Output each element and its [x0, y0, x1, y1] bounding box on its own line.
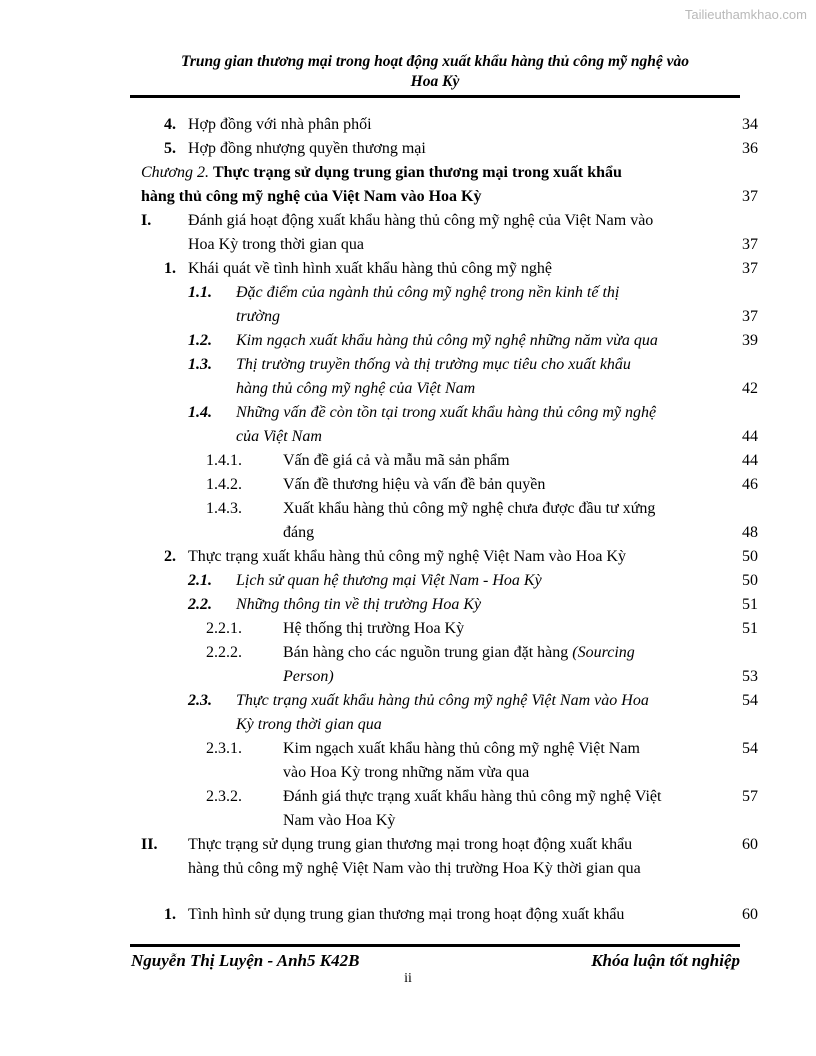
toc-number: 2. — [164, 548, 176, 565]
toc-page-number: 57 — [742, 788, 758, 805]
toc-number: II. — [141, 836, 158, 853]
toc-entry-text-line1 — [283, 641, 635, 665]
toc-entry-text: Hệ thống thị trường Hoa Kỳ — [283, 620, 465, 637]
toc-number: 2.3. — [188, 692, 212, 709]
toc-entry-text: Vấn đề thương hiệu và vấn đề bản quyền — [283, 476, 546, 493]
toc-chapter-heading — [141, 161, 622, 185]
header-title-line1: Trung gian thương mại trong hoạt động xuất khẩu hàng thủ công mỹ nghệ vào — [180, 53, 689, 70]
chapter-prefix: Chương 2. — [141, 164, 209, 181]
toc-number: 1.3. — [188, 356, 212, 373]
chapter-title-line2: hàng thủ công mỹ nghệ của Việt Nam vào Hoa Kỳ — [141, 188, 482, 205]
toc-number: 4. — [164, 116, 176, 133]
toc-entry-text-line2: hàng thủ công mỹ nghệ Việt Nam vào thị trường Hoa Kỳ thời gian qua — [188, 860, 641, 877]
toc-entry-text: Tình hình sử dụng trung gian thương mại trong hoạt động xuất khẩu — [188, 906, 625, 923]
toc-entry-text-line1: Thực trạng xuất khẩu hàng thủ công mỹ nghệ Việt Nam vào Hoa — [236, 692, 649, 709]
toc-entry-text: Kim ngạch xuất khẩu hàng thủ công mỹ nghệ những năm vừa qua — [236, 332, 658, 349]
toc-page-number: 54 — [742, 740, 758, 757]
toc-page-number: 51 — [742, 620, 758, 637]
toc-page-number: 44 — [742, 452, 758, 469]
toc-entry-text-line1: Những vấn đề còn tồn tại trong xuất khẩu hàng thủ công mỹ nghệ — [236, 404, 657, 421]
toc-page-number: 54 — [742, 692, 758, 709]
toc-entry-text-line2: Hoa Kỳ trong thời gian qua — [188, 236, 364, 253]
toc-entry-text: Những thông tin về thị trường Hoa Kỳ — [236, 596, 482, 613]
toc-entry-text: Lịch sử quan hệ thương mại Việt Nam - Hoa Kỳ — [236, 572, 542, 589]
toc-page-number: 60 — [742, 906, 758, 923]
toc-entry-text-line2: Nam vào Hoa Kỳ — [283, 812, 396, 829]
toc-number: 1.4.3. — [206, 500, 242, 517]
footer-divider — [130, 944, 740, 947]
toc-number: 2.3.2. — [206, 788, 242, 805]
toc-page-number: 37 — [742, 236, 758, 253]
toc-entry-text-line2: vào Hoa Kỳ trong những năm vừa qua — [283, 764, 530, 781]
toc-number: 2.2.2. — [206, 644, 242, 661]
toc-entry-text-italic: (Sourcing — [572, 644, 635, 661]
toc-page-number: 37 — [742, 260, 758, 277]
toc-entry-text: Khái quát về tình hình xuất khẩu hàng thủ công mỹ nghệ — [188, 260, 552, 277]
toc-page-number: 36 — [742, 140, 758, 157]
toc-page-number: 48 — [742, 524, 758, 541]
toc-entry-text-line2: Person) — [283, 668, 334, 685]
toc-page-number: 60 — [742, 836, 758, 853]
toc-page-number: 46 — [742, 476, 758, 493]
toc-page-number: 37 — [742, 308, 758, 325]
toc-number: 2.2.1. — [206, 620, 242, 637]
toc-number: 1.2. — [188, 332, 212, 349]
toc-number: 1. — [164, 906, 176, 923]
toc-page-number: 42 — [742, 380, 758, 397]
toc-number: 2.1. — [188, 572, 212, 589]
toc-entry-text-line2: trường — [236, 308, 280, 325]
toc-entry-text: Thực trạng xuất khẩu hàng thủ công mỹ nghệ Việt Nam vào Hoa Kỳ — [188, 548, 626, 565]
toc-entry-text-line2: của Việt Nam — [236, 428, 322, 445]
footer-document-type: Khóa luận tốt nghiệp — [591, 951, 740, 970]
chapter-title-line1: Thực trạng sử dụng trung gian thương mại trong xuất khẩu — [212, 164, 622, 181]
toc-page-number: 34 — [742, 116, 758, 133]
toc-number: 1.4.1. — [206, 452, 242, 469]
toc-entry-text-line1: Đánh giá hoạt động xuất khẩu hàng thủ công mỹ nghệ của Việt Nam vào — [188, 212, 654, 229]
toc-entry-text-line2: Kỳ trong thời gian qua — [236, 716, 382, 733]
toc-number: 1.1. — [188, 284, 212, 301]
toc-entry-text-line2: hàng thủ công mỹ nghệ của Việt Nam — [236, 380, 476, 397]
toc-number: 1.4.2. — [206, 476, 242, 493]
header-divider — [130, 95, 740, 98]
toc-entry-text-line1: Đánh giá thực trạng xuất khẩu hàng thủ công mỹ nghệ Việt — [283, 788, 662, 805]
toc-entry-text-line2: đáng — [283, 524, 315, 541]
toc-entry-text-line1: Đặc điểm của ngành thủ công mỹ nghệ trong nền kinh tế thị — [236, 284, 620, 301]
toc-number: 1. — [164, 260, 176, 277]
toc-number: 5. — [164, 140, 176, 157]
toc-page-number: 53 — [742, 668, 758, 685]
header-title-line2: Hoa Kỳ — [410, 73, 460, 90]
footer-author: Nguyễn Thị Luyện - Anh5 K42B — [131, 951, 360, 970]
page-header-title — [130, 52, 740, 92]
toc-page-number: 39 — [742, 332, 758, 349]
toc-entry-text: Vấn đề giá cả và mẫu mã sản phẩm — [283, 452, 510, 469]
toc-page-number: 50 — [742, 548, 758, 565]
toc-entry-text-main: Bán hàng cho các nguồn trung gian đặt hàng — [283, 644, 569, 661]
toc-number: 1.4. — [188, 404, 212, 421]
toc-page-number: 44 — [742, 428, 758, 445]
toc-entry-text-line1: Thực trạng sử dụng trung gian thương mại trong hoạt động xuất khẩu — [188, 836, 633, 853]
toc-page-number: 51 — [742, 596, 758, 613]
toc-page-number: 50 — [742, 572, 758, 589]
watermark: Tailieuthamkhao.com — [684, 7, 807, 22]
toc-entry-text: Hợp đồng với nhà phân phối — [188, 116, 372, 133]
toc-entry-text-line1: Xuất khẩu hàng thủ công mỹ nghệ chưa được đầu tư xứng — [283, 500, 656, 517]
toc-entry-text-line1: Thị trường truyền thống và thị trường mục tiêu cho xuất khẩu — [236, 356, 631, 373]
toc-entry-text-line1: Kim ngạch xuất khẩu hàng thủ công mỹ nghệ Việt Nam — [283, 740, 640, 757]
toc-entry-text: Hợp đồng nhượng quyền thương mại — [188, 140, 426, 157]
toc-number: 2.3.1. — [206, 740, 242, 757]
toc-page-number: 37 — [742, 188, 758, 205]
toc-number: I. — [141, 212, 152, 229]
page-number: ii — [404, 971, 412, 986]
toc-number: 2.2. — [188, 596, 212, 613]
